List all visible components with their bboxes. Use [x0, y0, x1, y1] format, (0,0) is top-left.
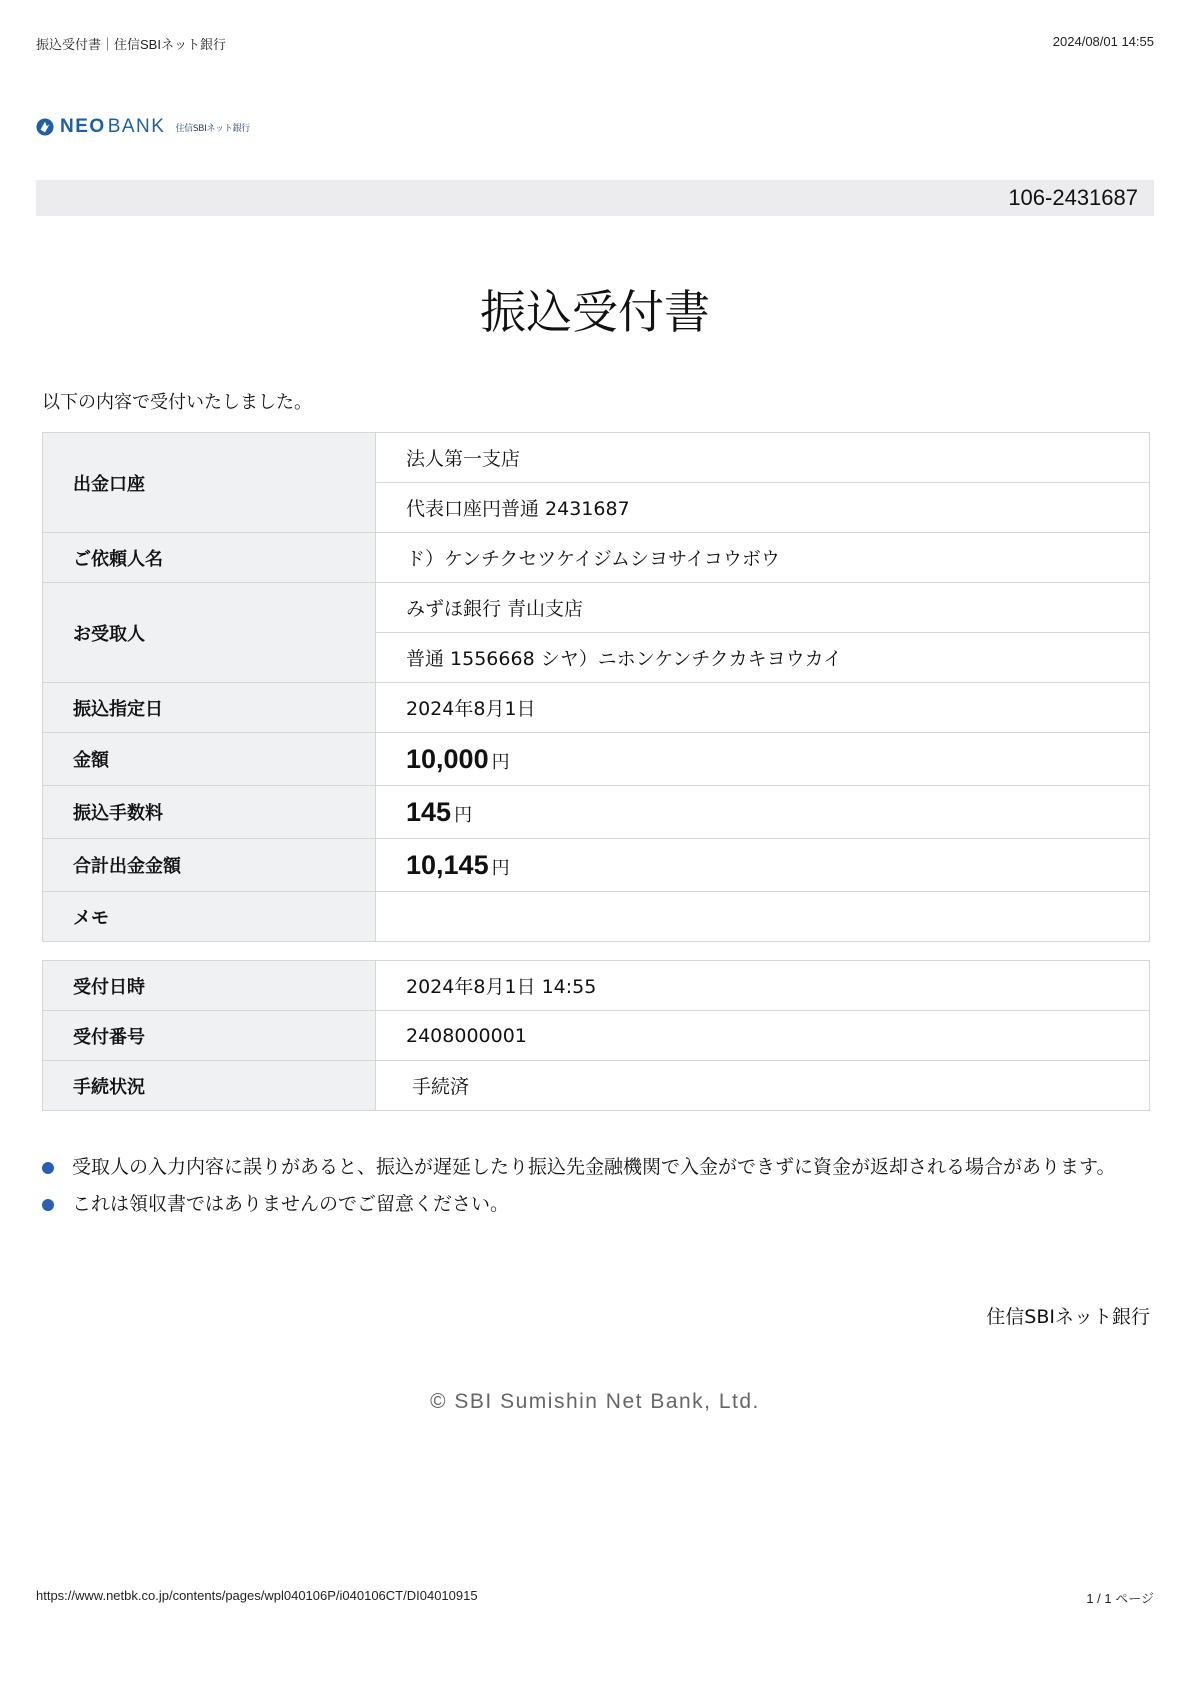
intro-text: 以下の内容で受付いたしました。 [42, 392, 312, 413]
logo-text-neo: NEO [60, 116, 106, 137]
bullet-icon [42, 1162, 54, 1174]
print-header-title: 振込受付書｜住信SBIネット銀行 [36, 37, 226, 52]
status-label: 手続状況 [43, 1061, 376, 1111]
table-row [43, 733, 1150, 786]
table-row [43, 1011, 1150, 1061]
transfer-date-label: 振込指定日 [43, 683, 376, 733]
total-label: 合計出金金額 [43, 839, 376, 892]
requester-label: ご依頼人名 [43, 533, 376, 583]
total-cell [376, 839, 1150, 892]
neobank-logo-icon [36, 118, 54, 136]
amount-unit: 円 [491, 751, 510, 773]
print-header [36, 34, 1154, 53]
note-text: これは領収書ではありませんのでご留意ください。 [72, 1193, 510, 1215]
reference-number-bar [36, 180, 1154, 216]
document-title: 振込受付書 [480, 285, 710, 339]
transfer-date: 2024年8月1日 [376, 683, 1150, 733]
note-text: 受取人の入力内容に誤りがあると、振込が遅延したり振込先金融機関で入金ができずに資金が返却される場合があります。 [72, 1156, 1116, 1178]
neobank-logo [36, 116, 250, 138]
fee-unit: 円 [454, 804, 473, 826]
print-footer-url: https://www.netbk.co.jp/contents/pages/wpl040106P/i040106CT/DI04010915 [36, 1588, 478, 1603]
table-row [43, 839, 1150, 892]
withdrawal-branch: 法人第一支店 [376, 433, 1150, 483]
receipt-number: 2408000001 [376, 1011, 1150, 1061]
receipt-info-table [42, 960, 1150, 1111]
print-footer-page: 1 / 1 ページ [1086, 1591, 1154, 1606]
memo-value [376, 892, 1150, 942]
recipient-label: お受取人 [43, 583, 376, 683]
logo-subtitle: 住信SBIネット銀行 [175, 123, 250, 134]
status-value: 手続済 [376, 1061, 1150, 1111]
table-row [43, 961, 1150, 1011]
table-row [43, 683, 1150, 733]
total-value: 10,145 [406, 849, 489, 880]
memo-label: メモ [43, 892, 376, 942]
withdrawal-account-number: 代表口座円普通 2431687 [376, 483, 1150, 533]
copyright: © SBI Sumishin Net Bank, Ltd. [430, 1390, 760, 1413]
fee-label: 振込手数料 [43, 786, 376, 839]
bank-name: 住信SBIネット銀行 [986, 1306, 1150, 1328]
amount-cell [376, 733, 1150, 786]
reference-number: 106-2431687 [1008, 185, 1138, 210]
table-row [43, 786, 1150, 839]
fee-cell [376, 786, 1150, 839]
note-item [42, 1189, 1150, 1220]
total-unit: 円 [491, 857, 510, 879]
fee-value: 145 [406, 796, 452, 827]
received-at-label: 受付日時 [43, 961, 376, 1011]
recipient-account: 普通 1556668 シヤ）ニホンケンチクカキヨウカイ [376, 633, 1150, 683]
transfer-details-table [42, 432, 1150, 942]
bullet-icon [42, 1199, 54, 1211]
table-row [43, 433, 1150, 483]
receipt-number-label: 受付番号 [43, 1011, 376, 1061]
table-row [43, 583, 1150, 633]
recipient-bank: みずほ銀行 青山支店 [376, 583, 1150, 633]
received-at: 2024年8月1日 14:55 [376, 961, 1150, 1011]
amount-value: 10,000 [406, 743, 489, 774]
logo-text-bank: BANK [107, 116, 166, 137]
requester-name: ド）ケンチクセツケイジムシヨサイコウボウ [376, 533, 1150, 583]
withdrawal-account-label: 出金口座 [43, 433, 376, 533]
print-header-datetime: 2024/08/01 14:55 [1052, 34, 1154, 49]
notes-list [42, 1152, 1150, 1226]
print-footer [36, 1588, 1154, 1607]
table-row [43, 533, 1150, 583]
table-row [43, 892, 1150, 942]
amount-label: 金額 [43, 733, 376, 786]
note-item [42, 1152, 1150, 1183]
table-row [43, 1061, 1150, 1111]
